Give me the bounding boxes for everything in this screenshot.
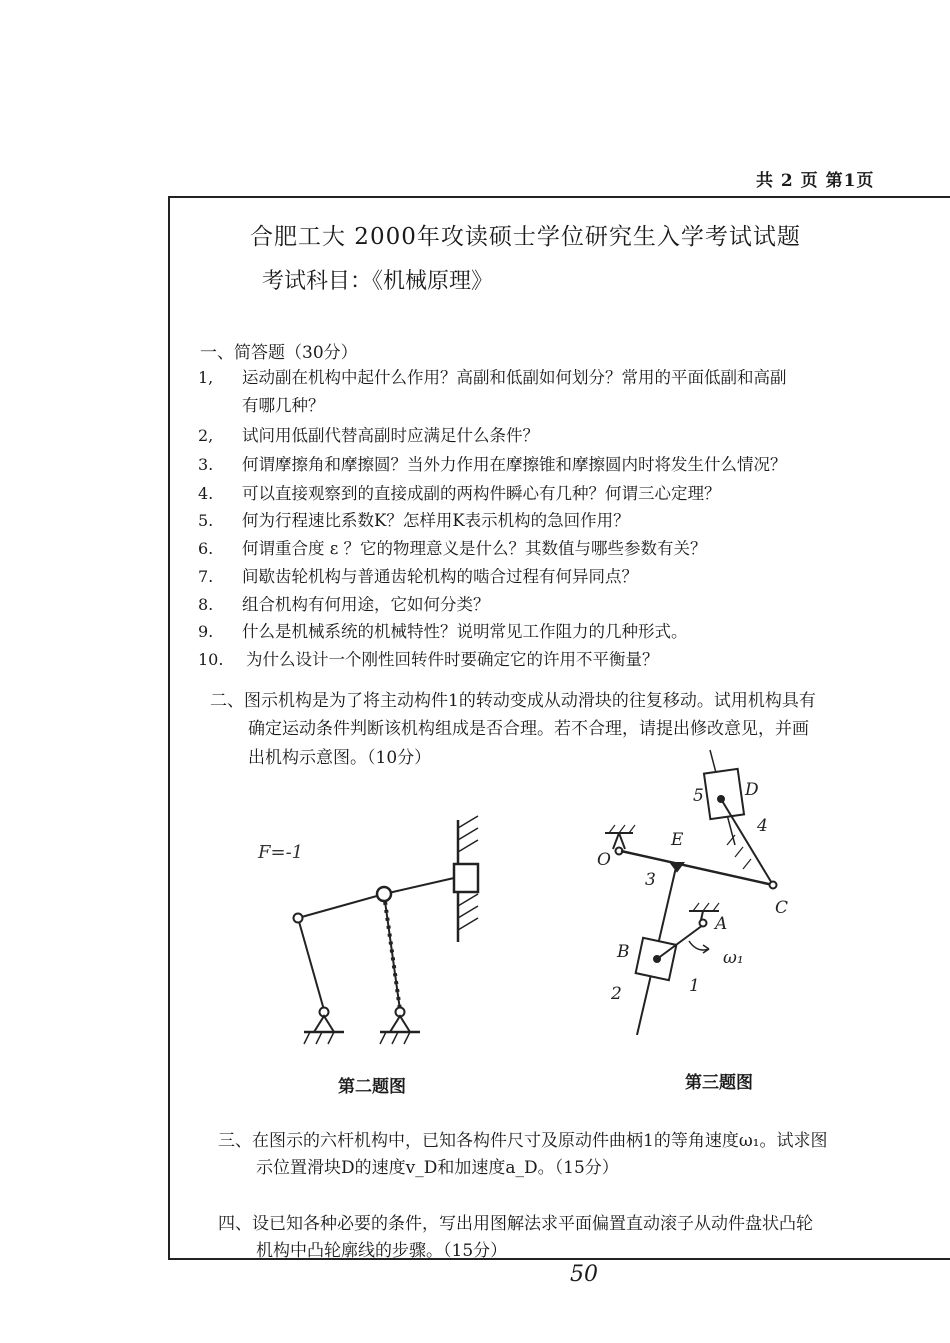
section2-line1: 二、图示机构是为了将主动构件1的转动变成从动滑块的往复移动。试用机构具有	[210, 691, 816, 711]
question-text: 运动副在机构中起什么作用？高副和低副如何划分？常用的平面低副和高副	[242, 368, 787, 387]
question-number: 9.	[198, 622, 214, 641]
question-number: 1,	[198, 368, 214, 387]
svg-text:D: D	[745, 780, 759, 800]
section3-line2: 示位置滑块D的速度v_D和加速度a_D。（15分）	[256, 1158, 619, 1178]
question-number: 2,	[198, 426, 214, 445]
question-text: 什么是机械系统的机械特性？说明常见工作阻力的几种形式。	[242, 622, 688, 641]
exam-subject: 考试科目：《机械原理》	[262, 269, 494, 294]
question-text-continued: 有哪几种？	[242, 396, 325, 415]
question-text: 组合机构有何用途，它如何分类？	[242, 595, 490, 614]
page-count: 共 2 页 第1页	[756, 171, 875, 191]
question-text: 间歇齿轮机构与普通齿轮机构的啮合过程有何异同点？	[242, 567, 638, 586]
question-number: 5.	[198, 511, 214, 530]
question-text: 何为行程速比系数K？怎样用K表示机构的急回作用？	[242, 511, 630, 530]
svg-text:E: E	[671, 830, 684, 850]
section3-line1: 三、在图示的六杆机构中，已知各构件尺寸及原动件曲柄1的等角速度ω₁。试求图	[218, 1131, 828, 1151]
figure-3-caption: 第三题图	[685, 1073, 753, 1093]
question-text: 可以直接观察到的直接成副的两构件瞬心有几种？何谓三心定理？	[242, 484, 721, 503]
question-number: 3.	[198, 455, 214, 474]
question-text: 何谓重合度 ε ？它的物理意义是什么？其数值与哪些参数有关？	[242, 539, 707, 558]
svg-text:B: B	[617, 942, 630, 962]
svg-text:3: 3	[645, 870, 656, 890]
svg-text:C: C	[775, 898, 789, 918]
question-number: 10.	[198, 650, 224, 669]
figure-3-six-bar	[585, 745, 825, 1035]
svg-text:A: A	[715, 914, 728, 934]
exam-title: 合肥工大 2000年攻读硕士学位研究生入学考试试题	[250, 224, 801, 250]
question-number: 8.	[198, 595, 214, 614]
svg-text:4: 4	[757, 816, 768, 836]
svg-text:2: 2	[611, 984, 622, 1004]
svg-text:5: 5	[693, 786, 704, 806]
section2-line2: 确定运动条件判断该机构组成是否合理。若不合理，请提出修改意见，并画	[248, 719, 809, 739]
svg-text:1: 1	[689, 976, 700, 996]
section4-line1: 四、设已知各种必要的条件，写出用图解法求平面偏置直动滚子从动件盘状凸轮	[218, 1214, 813, 1234]
fig2-note: F=-1	[258, 842, 304, 863]
question-text: 试问用低副代替高副时应满足什么条件？	[242, 426, 539, 445]
svg-text:ω₁: ω₁	[723, 948, 744, 968]
question-number: 6.	[198, 539, 214, 558]
question-text: 何谓摩擦角和摩擦圆？当外力作用在摩擦锥和摩擦圆内时将发生什么情况？	[242, 455, 787, 474]
section1-heading: 一、简答题（30分）	[200, 343, 358, 363]
question-text: 为什么设计一个刚性回转件时要确定它的许用不平衡量？	[246, 650, 659, 669]
figure-2-linkage	[240, 800, 510, 1050]
svg-text:O: O	[597, 850, 611, 870]
question-number: 7.	[198, 567, 214, 586]
section4-line2: 机构中凸轮廓线的步骤。（15分）	[256, 1241, 508, 1261]
figure-2-caption: 第二题图	[338, 1077, 406, 1097]
question-number: 4.	[198, 484, 214, 503]
section2-line3: 出机构示意图。（10分）	[248, 748, 432, 768]
page-number: 50	[570, 1262, 598, 1287]
